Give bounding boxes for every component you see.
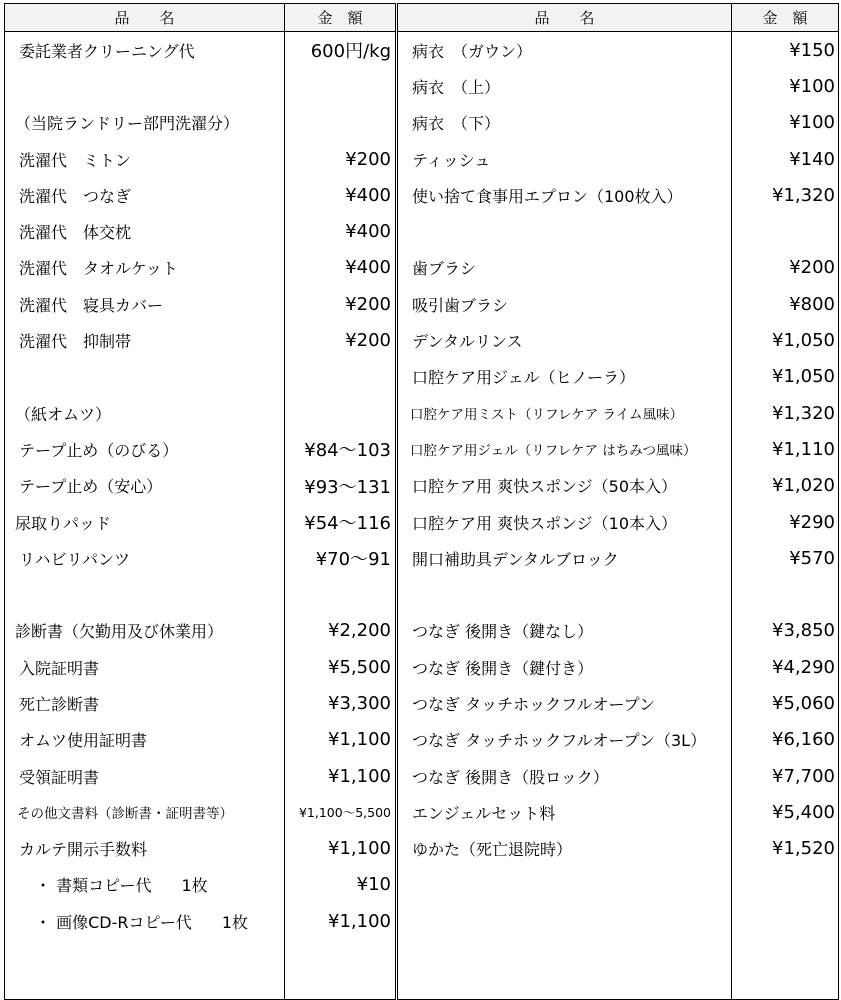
item-name xyxy=(5,359,285,395)
table-row xyxy=(5,68,839,104)
item-name: 歯ブラシ xyxy=(397,250,732,286)
item-name xyxy=(5,576,285,612)
item-price: ¥1,100～5,500 xyxy=(285,794,397,830)
header-name-left: 品 名 xyxy=(5,4,285,32)
item-price xyxy=(732,213,839,249)
table-row xyxy=(5,468,839,504)
table-row xyxy=(5,939,839,1000)
item-name: 洗濯代 抑制帯 xyxy=(5,322,285,358)
item-price: ¥400 xyxy=(285,213,397,249)
item-name: ゆかた（死亡退院時） xyxy=(397,831,732,867)
item-name xyxy=(397,213,732,249)
item-quantity: 1枚 xyxy=(221,912,249,932)
item-name: 開口補助具デンタルブロック xyxy=(397,540,732,576)
item-price: ¥84～103 xyxy=(285,431,397,467)
item-price: ¥1,100 xyxy=(285,758,397,794)
section-heading: （紙オムツ） xyxy=(5,395,285,431)
item-price: ¥2,200 xyxy=(285,613,397,649)
item-price: ¥1,520 xyxy=(732,831,839,867)
item-name: 口腔ケア用ミスト（リフレケア ライム風味） xyxy=(397,395,732,431)
table-row xyxy=(5,867,839,903)
item-name xyxy=(397,939,732,1000)
header-price-right: 金 額 xyxy=(732,4,839,32)
item-name: デンタルリンス xyxy=(397,322,732,358)
item-name: 洗濯代 つなぎ xyxy=(5,177,285,213)
item-price: ¥1,320 xyxy=(732,395,839,431)
item-name: 尿取りパッド xyxy=(5,504,285,540)
item-name: 洗濯代 ミトン xyxy=(5,141,285,177)
table-row xyxy=(5,32,839,69)
item-price: ¥200 xyxy=(285,322,397,358)
item-price xyxy=(285,105,397,141)
item-price: ¥150 xyxy=(732,32,839,69)
item-price xyxy=(285,359,397,395)
item-price: ¥5,500 xyxy=(285,649,397,685)
item-name: オムツ使用証明書 xyxy=(5,722,285,758)
item-name: 使い捨て食事用エプロン（100枚入） xyxy=(397,177,732,213)
item-name: リハビリパンツ xyxy=(5,540,285,576)
item-price: ¥1,020 xyxy=(732,468,839,504)
item-price: ¥400 xyxy=(285,177,397,213)
table-row xyxy=(5,831,839,867)
item-name: 口腔ケア用 爽快スポンジ（50本入） xyxy=(397,468,732,504)
item-name: 洗濯代 寝具カバー xyxy=(5,286,285,322)
item-name xyxy=(5,867,285,903)
table-row xyxy=(5,576,839,612)
item-name: 洗濯代 体交枕 xyxy=(5,213,285,249)
table-row xyxy=(5,794,839,830)
item-name xyxy=(5,68,285,104)
item-price: ¥7,700 xyxy=(732,758,839,794)
item-price: ¥1,100 xyxy=(285,831,397,867)
item-name: テープ止め（安心） xyxy=(5,468,285,504)
item-price xyxy=(732,903,839,939)
header-row xyxy=(5,4,839,32)
section-heading: （当院ランドリー部門洗濯分） xyxy=(5,105,285,141)
item-name: カルテ開示手数料 xyxy=(5,831,285,867)
table-row xyxy=(5,286,839,322)
item-name: テープ止め（のびる） xyxy=(5,431,285,467)
item-price: ¥200 xyxy=(285,141,397,177)
item-price: ¥1,100 xyxy=(285,903,397,939)
item-price: ¥1,050 xyxy=(732,322,839,358)
table-row xyxy=(5,359,839,395)
item-price: ¥93～131 xyxy=(285,468,397,504)
item-name xyxy=(5,903,285,939)
item-price: ¥290 xyxy=(732,504,839,540)
item-name: つなぎ 後開き（鍵なし） xyxy=(397,613,732,649)
item-name: 病衣 （下） xyxy=(397,105,732,141)
item-name: 委託業者クリーニング代 xyxy=(5,32,285,69)
price-table xyxy=(4,3,839,1000)
item-name: 病衣 （ガウン） xyxy=(397,32,732,69)
item-price: ¥54～116 xyxy=(285,504,397,540)
table-row xyxy=(5,649,839,685)
item-name xyxy=(5,939,285,1000)
item-name-text: ・ 画像CD-Rコピー代 xyxy=(35,912,192,932)
item-quantity: 1枚 xyxy=(181,876,208,896)
item-price: ¥5,060 xyxy=(732,685,839,721)
item-name xyxy=(397,867,732,903)
item-price: ¥200 xyxy=(732,250,839,286)
table-row xyxy=(5,540,839,576)
table-row xyxy=(5,395,839,431)
item-name: 病衣 （上） xyxy=(397,68,732,104)
table-row xyxy=(5,250,839,286)
item-price xyxy=(285,395,397,431)
item-price: ¥100 xyxy=(732,68,839,104)
item-name: 入院証明書 xyxy=(5,649,285,685)
item-price xyxy=(285,939,397,1000)
item-name-text: ・ 書類コピー代 xyxy=(35,876,152,896)
table-row xyxy=(5,722,839,758)
item-price: ¥1,110 xyxy=(732,431,839,467)
item-price: 600円/kg xyxy=(285,32,397,69)
item-price: ¥100 xyxy=(732,105,839,141)
item-name: つなぎ 後開き（股ロック） xyxy=(397,758,732,794)
item-name: 死亡診断書 xyxy=(5,685,285,721)
item-name: ティッシュ xyxy=(397,141,732,177)
item-name: 口腔ケア用ジェル（リフレケア はちみつ風味） xyxy=(397,431,732,467)
item-price: ¥1,050 xyxy=(732,359,839,395)
item-name xyxy=(397,903,732,939)
table-row xyxy=(5,141,839,177)
item-price: ¥140 xyxy=(732,141,839,177)
item-name: つなぎ 後開き（鍵付き） xyxy=(397,649,732,685)
item-price xyxy=(732,939,839,1000)
item-price xyxy=(285,68,397,104)
header-price-left: 金 額 xyxy=(285,4,397,32)
table-row xyxy=(5,758,839,794)
table-row xyxy=(5,322,839,358)
item-price: ¥570 xyxy=(732,540,839,576)
item-name: 口腔ケア用 爽快スポンジ（10本入） xyxy=(397,504,732,540)
item-price: ¥4,290 xyxy=(732,649,839,685)
item-name xyxy=(397,576,732,612)
table-row xyxy=(5,903,839,939)
item-price: ¥10 xyxy=(285,867,397,903)
item-name: エンジェルセット料 xyxy=(397,794,732,830)
table-row xyxy=(5,431,839,467)
item-price: ¥6,160 xyxy=(732,722,839,758)
item-name: つなぎ タッチホックフルオープン xyxy=(397,685,732,721)
table-row xyxy=(5,213,839,249)
item-name: 診断書（欠勤用及び休業用） xyxy=(5,613,285,649)
item-name: つなぎ タッチホックフルオープン（3L） xyxy=(397,722,732,758)
item-price: ¥200 xyxy=(285,286,397,322)
table-row xyxy=(5,177,839,213)
item-name: 口腔ケア用ジェル（ヒノーラ） xyxy=(397,359,732,395)
table-row xyxy=(5,613,839,649)
item-price: ¥5,400 xyxy=(732,794,839,830)
item-price: ¥400 xyxy=(285,250,397,286)
item-price: ¥1,100 xyxy=(285,722,397,758)
header-name-right: 品 名 xyxy=(397,4,732,32)
table-row xyxy=(5,685,839,721)
item-price: ¥70～91 xyxy=(285,540,397,576)
item-name: 洗濯代 タオルケット xyxy=(5,250,285,286)
item-price xyxy=(732,867,839,903)
table-row xyxy=(5,105,839,141)
item-name: 受領証明書 xyxy=(5,758,285,794)
item-price: ¥800 xyxy=(732,286,839,322)
item-price: ¥3,850 xyxy=(732,613,839,649)
item-price xyxy=(732,576,839,612)
item-price xyxy=(285,576,397,612)
item-price: ¥3,300 xyxy=(285,685,397,721)
table-row xyxy=(5,504,839,540)
item-name: 吸引歯ブラシ xyxy=(397,286,732,322)
item-price: ¥1,320 xyxy=(732,177,839,213)
item-name: その他文書料（診断書・証明書等） xyxy=(5,794,285,830)
